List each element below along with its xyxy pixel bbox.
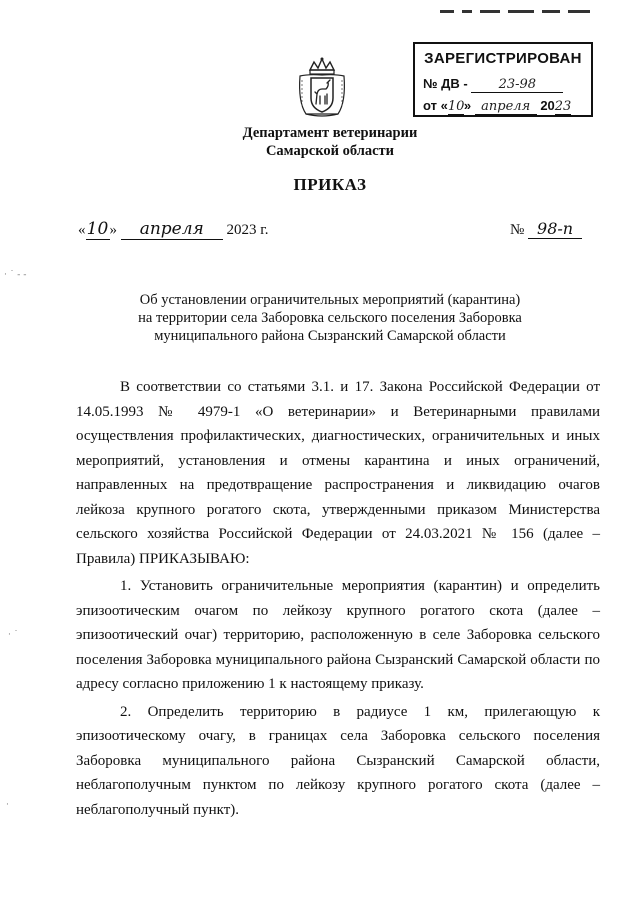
order-subject (90, 291, 570, 345)
stamp-number-label: № ДВ - (423, 76, 468, 91)
order-number-label: № (510, 222, 525, 238)
margin-scan-mark: · ˙ ‑ ‑ (4, 270, 27, 280)
margin-scan-mark: · ˙ (8, 630, 19, 640)
subject-line-3: муниципального района Сызранский Самарской области (154, 328, 506, 344)
stamp-date-prefix: от « (423, 98, 448, 113)
stamp-date-row (423, 98, 571, 115)
stamp-number-value: 23-98 (498, 77, 537, 92)
registration-stamp (413, 42, 593, 117)
order-date-close-quote: » (109, 222, 117, 238)
preamble-paragraph: В соответствии со статьями 3.1. и 17. Закона Российской Федерации от 14.05.1993 № 4979-1 «О ветеринарии» и Ветеринарными правилами осуществления профилактических, диагностических, ограничительных и иных мероприятий, установления и отмены карантина и иных ограничений, направленных на предотвращение распространения и ликвидацию очагов лейкоза крупного рогатого скота, утвержденными приказом Министерства сельского хозяйства Российской Федерации от 24.03.2021 № 156 (далее – Правила) ПРИКАЗЫВАЮ: (76, 379, 600, 567)
stamp-number-row (423, 76, 563, 93)
samara-coat-of-arms-icon (296, 56, 348, 120)
stamp-date-mid: » (463, 98, 472, 113)
scan-artifacts (440, 0, 610, 6)
order-item-2: 2. Определить территорию в радиусе 1 км, прилегающую к эпизоотическому очагу, в границах села Заборовка сельского поселения Заборовка муниципального района Сызранский Самарской области, неблагополучным пунктом по лейкозу крупного рогатого скота (далее – неблагополучный пункт). (76, 703, 600, 818)
order-number (510, 219, 582, 239)
order-date-month: апреля (121, 219, 223, 240)
order-number-value: 98-п (528, 219, 582, 239)
order-date (78, 219, 268, 240)
department-line-2: Самарской области (265, 143, 395, 159)
document-type-heading: ПРИКАЗ (293, 175, 367, 194)
stamp-date-month: апреля (475, 99, 537, 115)
order-item-1: 1. Установить ограничительные мероприятия (карантин) и определить эпизоотическим очагом по лейкозу крупного рогатого скота (далее – эпизоотический очаг) территорию, расположенную в селе Заборовка сельского поселения Заборовка муниципального района Сызранский Самарской области по адресу согласно приложению 1 к настоящему приказу. (76, 578, 600, 692)
stamp-year-prefix: 20 (540, 98, 555, 113)
department-name (200, 124, 460, 160)
subject-line-2: на территории села Заборовка сельского поселения Заборовка (138, 310, 522, 326)
margin-scan-mark: · (6, 800, 9, 810)
stamp-title: ЗАРЕГИСТРИРОВАН (424, 50, 582, 67)
order-date-day: 10 (86, 219, 109, 239)
stamp-year-suffix: 23 (554, 99, 572, 114)
stamp-date-day: 10 (447, 99, 465, 114)
order-body (76, 375, 600, 822)
order-date-open-quote: « (78, 222, 86, 238)
order-date-year: 2023 г. (226, 222, 269, 238)
department-line-1: Департамент ветеринарии (242, 125, 418, 141)
subject-line-1: Об установлении ограничительных мероприятий (карантина) (139, 292, 521, 308)
